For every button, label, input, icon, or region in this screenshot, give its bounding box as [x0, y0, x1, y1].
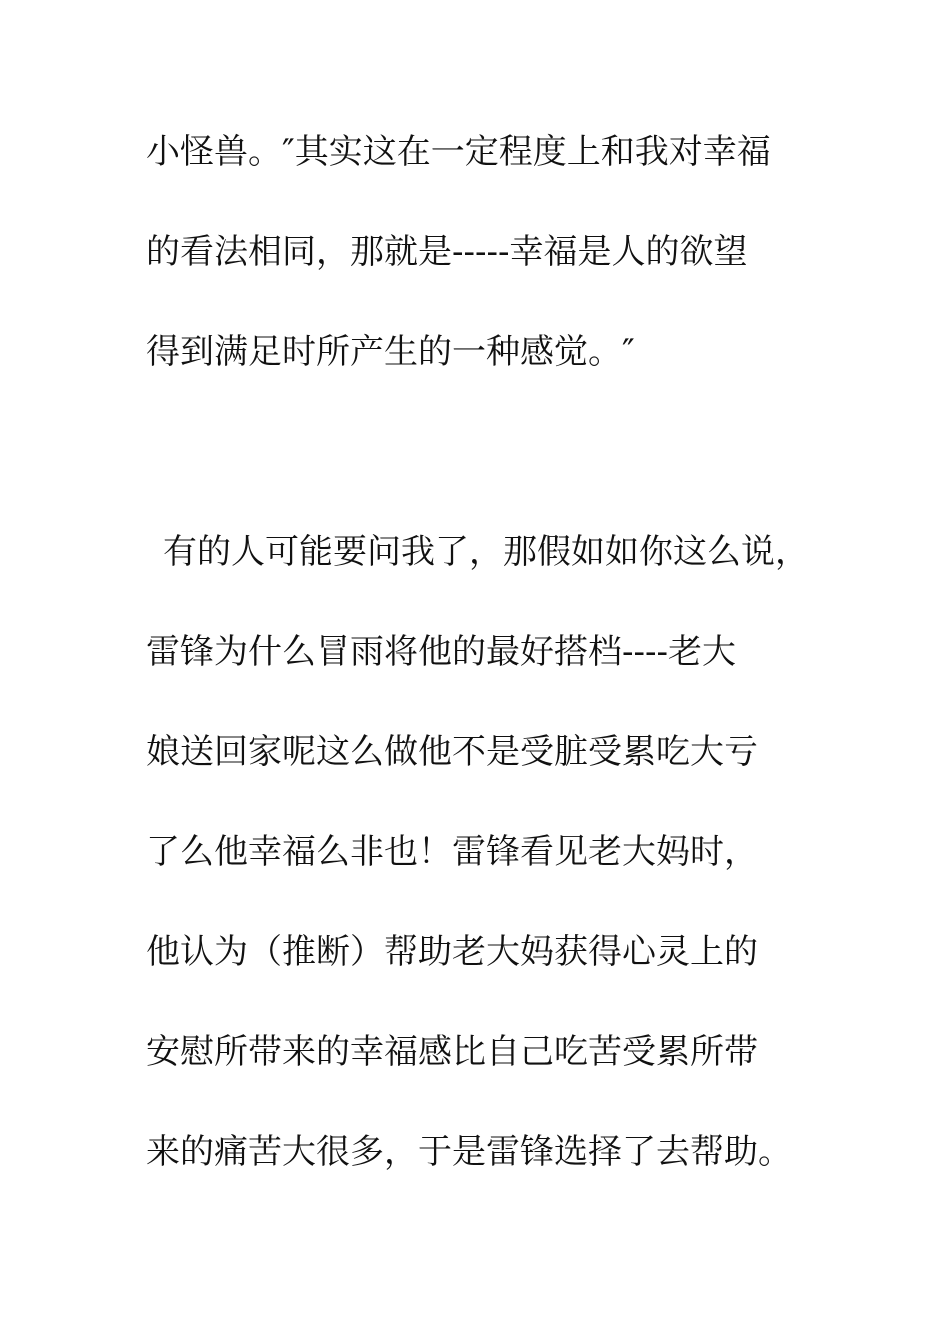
paragraph-1-line-1: 小怪兽。″其实这在一定程度上和我对幸福: [146, 132, 771, 172]
paragraph-2-line-3: 娘送回家呢这么做他不是受脏受累吃大亏: [146, 732, 758, 772]
paragraph-1-line-2: 的看法相同，那就是-----幸福是人的欲望: [146, 232, 748, 272]
paragraph-2-line-2: 雷锋为什么冒雨将他的最好搭档----老大: [146, 632, 736, 672]
paragraph-1-line-3: 得到满足时所产生的一种感觉。″: [146, 332, 635, 372]
paragraph-2-line-1: 有的人可能要问我了，那假如如你这么说，: [163, 532, 809, 572]
paragraph-2-line-6: 安慰所带来的幸福感比自己吃苦受累所带: [146, 1032, 758, 1072]
paragraph-2-line-7: 来的痛苦大很多，于是雷锋选择了去帮助。: [146, 1132, 792, 1172]
paragraph-2-line-4: 了么他幸福么非也！雷锋看见老大妈时，: [146, 832, 758, 872]
paragraph-2-line-5: 他认为（推断）帮助老大妈获得心灵上的: [146, 932, 758, 972]
